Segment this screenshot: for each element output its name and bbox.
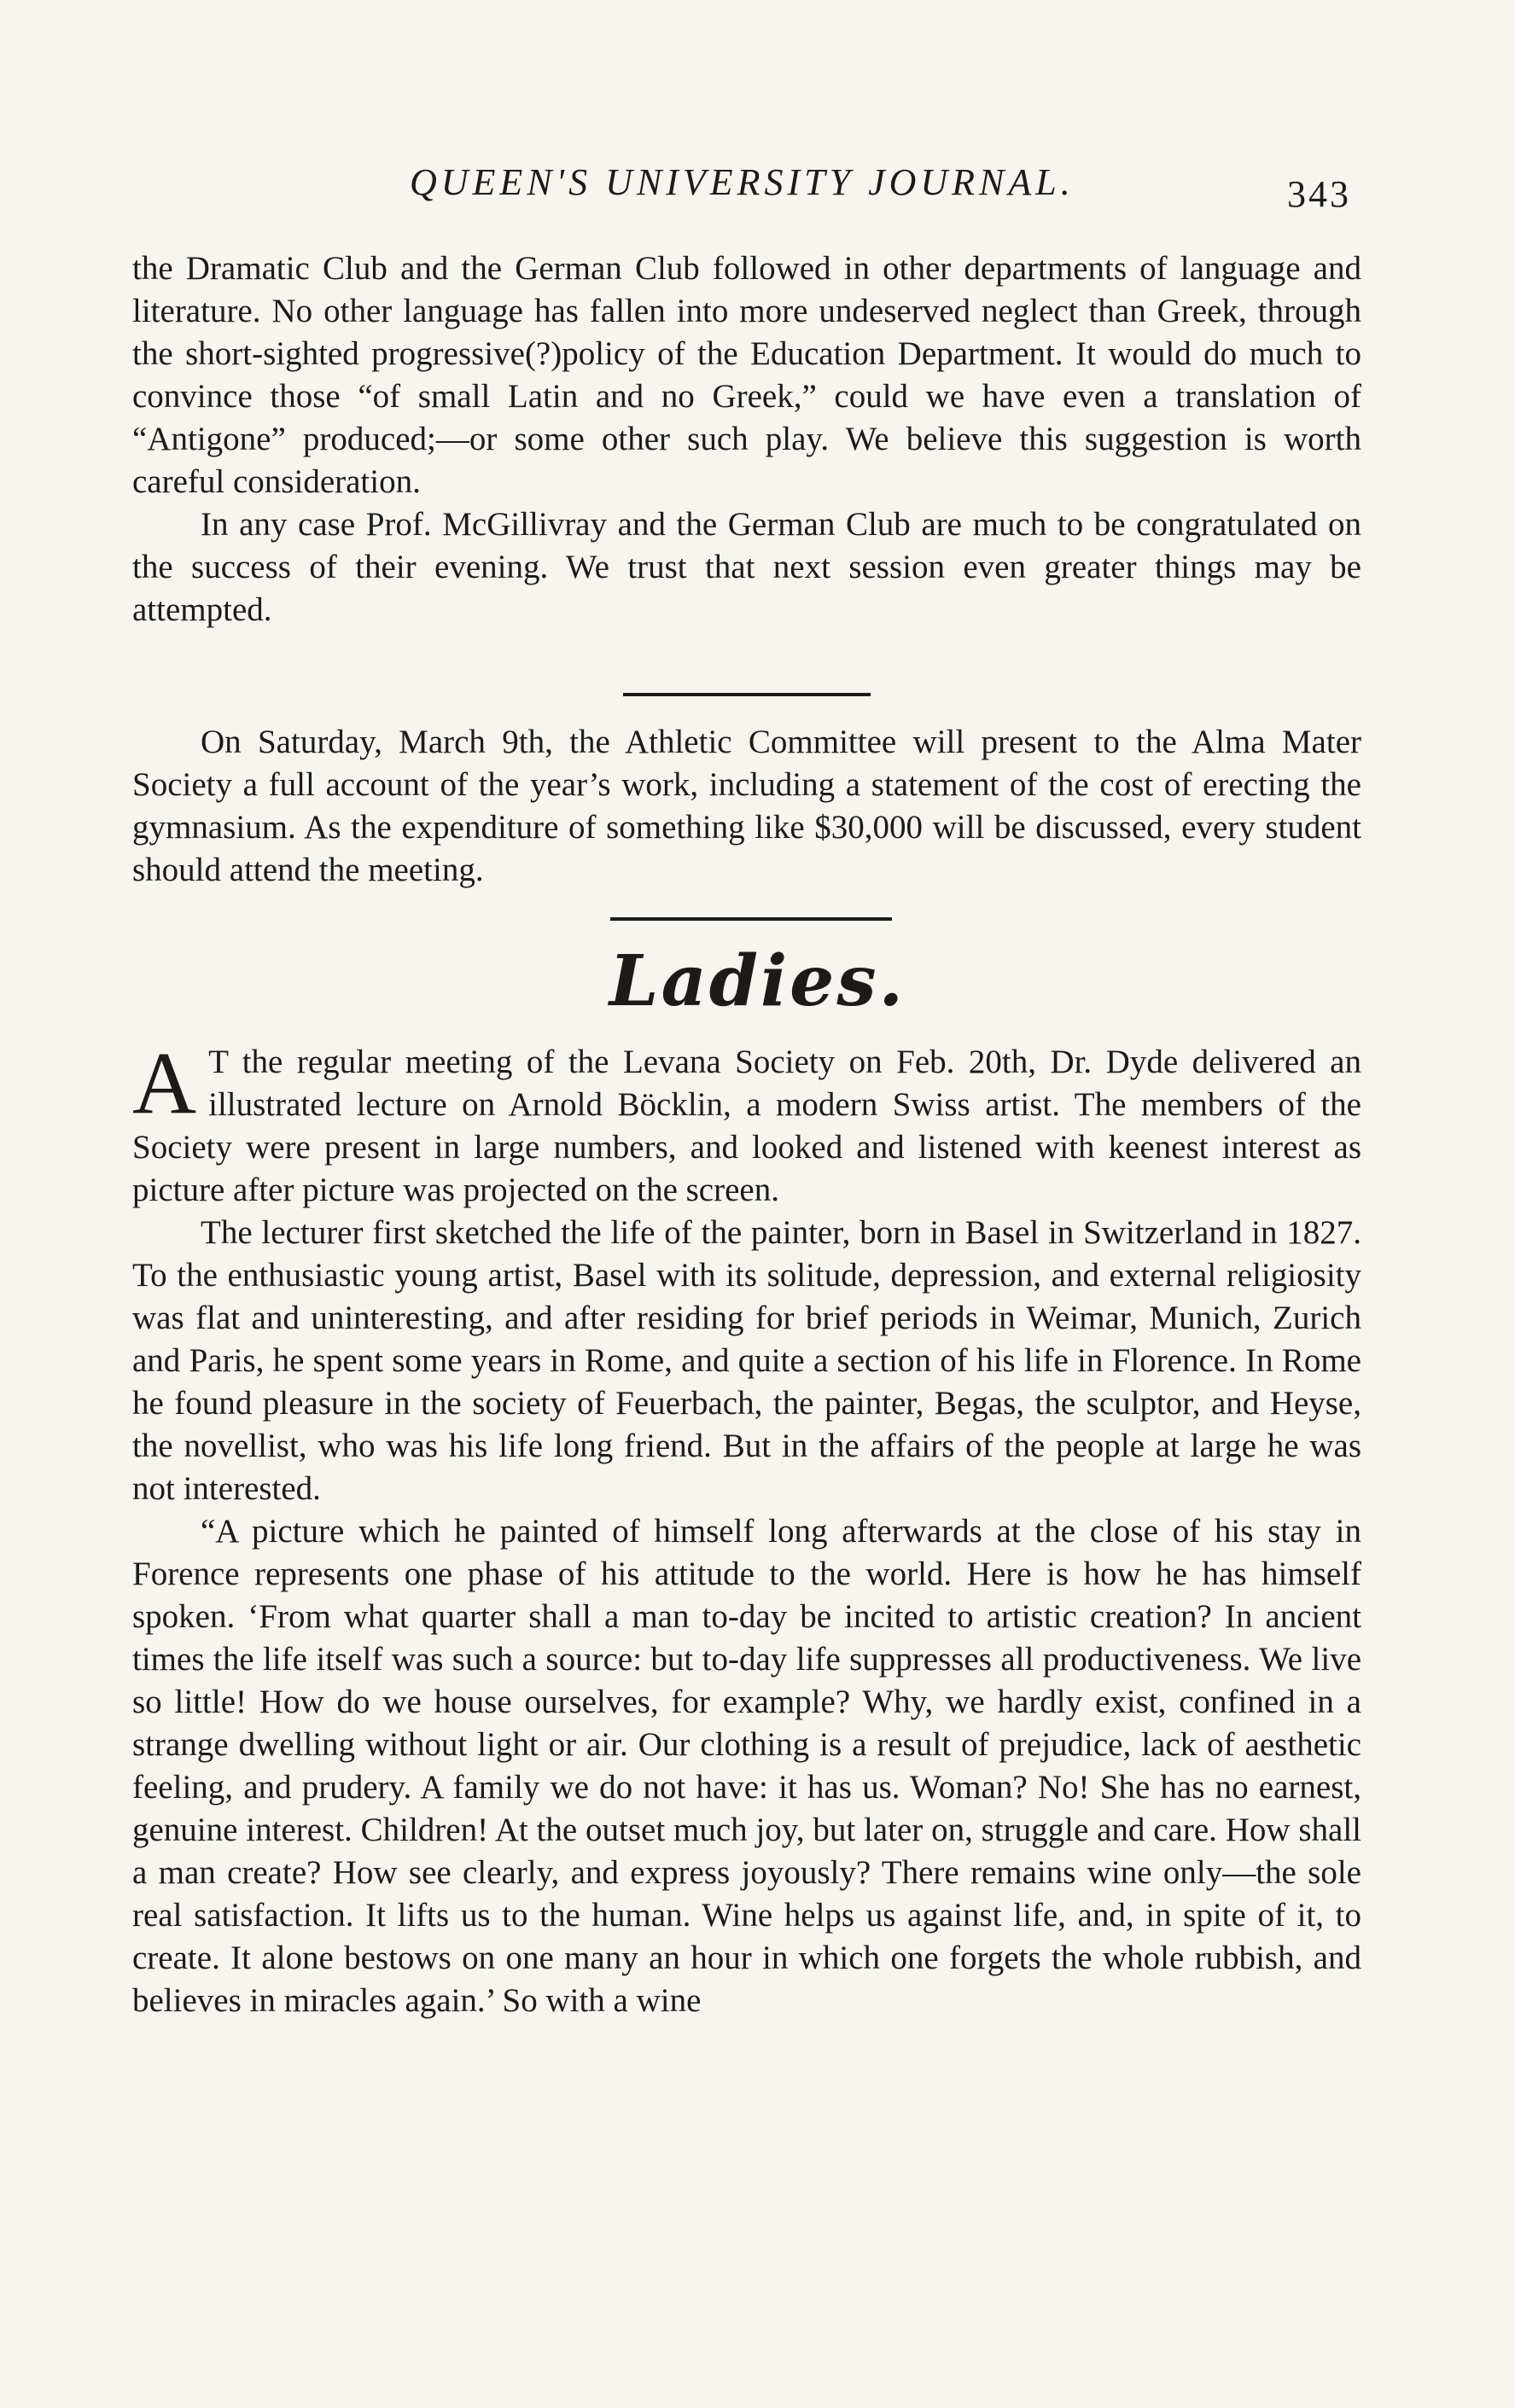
paragraph-levana-society [132,1034,1361,1212]
paragraph-self-portrait: “A picture which he painted of himself long afterwards at the close of his stay in Forence represents one phase of his attitude to the world. Here is how he has himself spoken. ‘From what quarter shall a man to-day be incited to artistic creation? In ancient times the life itself was such a source: but to-day life suppresses all productiveness. We live so little! How do we house ourselves, for example? Why, we hardly exist, confined in a strange dwelling without light or air. Our clothing is a result of prejudice, lack of aesthetic feeling, and prudery. A family we do not have: it has us. Woman? No! She has no earnest, genuine interest. Children! At the outset much joy, but later on, struggle and care. How shall a man create? How see clearly, and express joyously? There remains wine only—the sole real satisfaction. It lifts us to the human. Wine helps us against life, and, in spite of it, to create. It alone bestows on one many an hour in which one forgets the whole rubbish, and believes in miracles again.’ So with a wine [132,1513,1361,2019]
drop-cap: A [132,1034,197,1132]
page-number: 343 [1287,173,1351,215]
paragraph-lecturer: The lecturer first sketched the life of the painter, born in Basel in Switzerland in 1827. To the enthusiastic young artist, Basel with its solitude, depression, and external religiosity was flat and uninteresting, and after residing for brief periods in Weimar, Munich, Zurich and Paris, he spent some years in Rome, and quite a section of his life in Florence. In Rome he found pleasure in the society of Feuerbach, the painter, Begas, the sculptor, and Heyse, the novellist, who was his life long friend. But in the affairs of the people at large he was not interested. [132,1214,1361,1507]
journal-title: QUEEN'S UNIVERSITY JOURNAL. [410,161,1075,203]
athletic-notice [132,721,1361,892]
section-heading-ladies: Ladies. [609,940,906,1022]
section-divider [610,917,892,921]
ladies-article [132,1034,1361,2022]
paragraph-congratulations: In any case Prof. McGillivray and the German Club are much to be congratulated on the success of their evening. We trust that next session even greater things may be attempted. [132,506,1361,628]
section-divider [623,693,871,696]
paragraph-dramatic-club: the Dramatic Club and the German Club followed in other departments of language and literature. No other language has fallen into more undeserved neglect than Greek, through the short-sighted progressive(?)policy of the Education Department. It would do much to convince those “of small Latin and no Greek,” could we have even a translation of “Antigone” produced;—or some other such play. We believe this suggestion is worth careful consideration. [132,250,1361,500]
continued-article [132,247,1361,631]
running-head [0,160,1515,215]
paragraph-athletic-committee: On Saturday, March 9th, the Athletic Committee will present to the Alma Mater Society a full account of the year’s work, including a statement of the cost of erecting the gymnasium. As the expenditure of something like $30,000 will be discussed, every student should attend the meeting. [132,724,1361,888]
paragraph-levana-text: T the regular meeting of the Levana Society on Feb. 20th, Dr. Dyde delivered an illustrated lecture on Arnold Böcklin, a modern Swiss artist. The members of the Society were present in large numbers, and looked and listened with keenest interest as picture after picture was projected on the screen. [132,1044,1361,1208]
